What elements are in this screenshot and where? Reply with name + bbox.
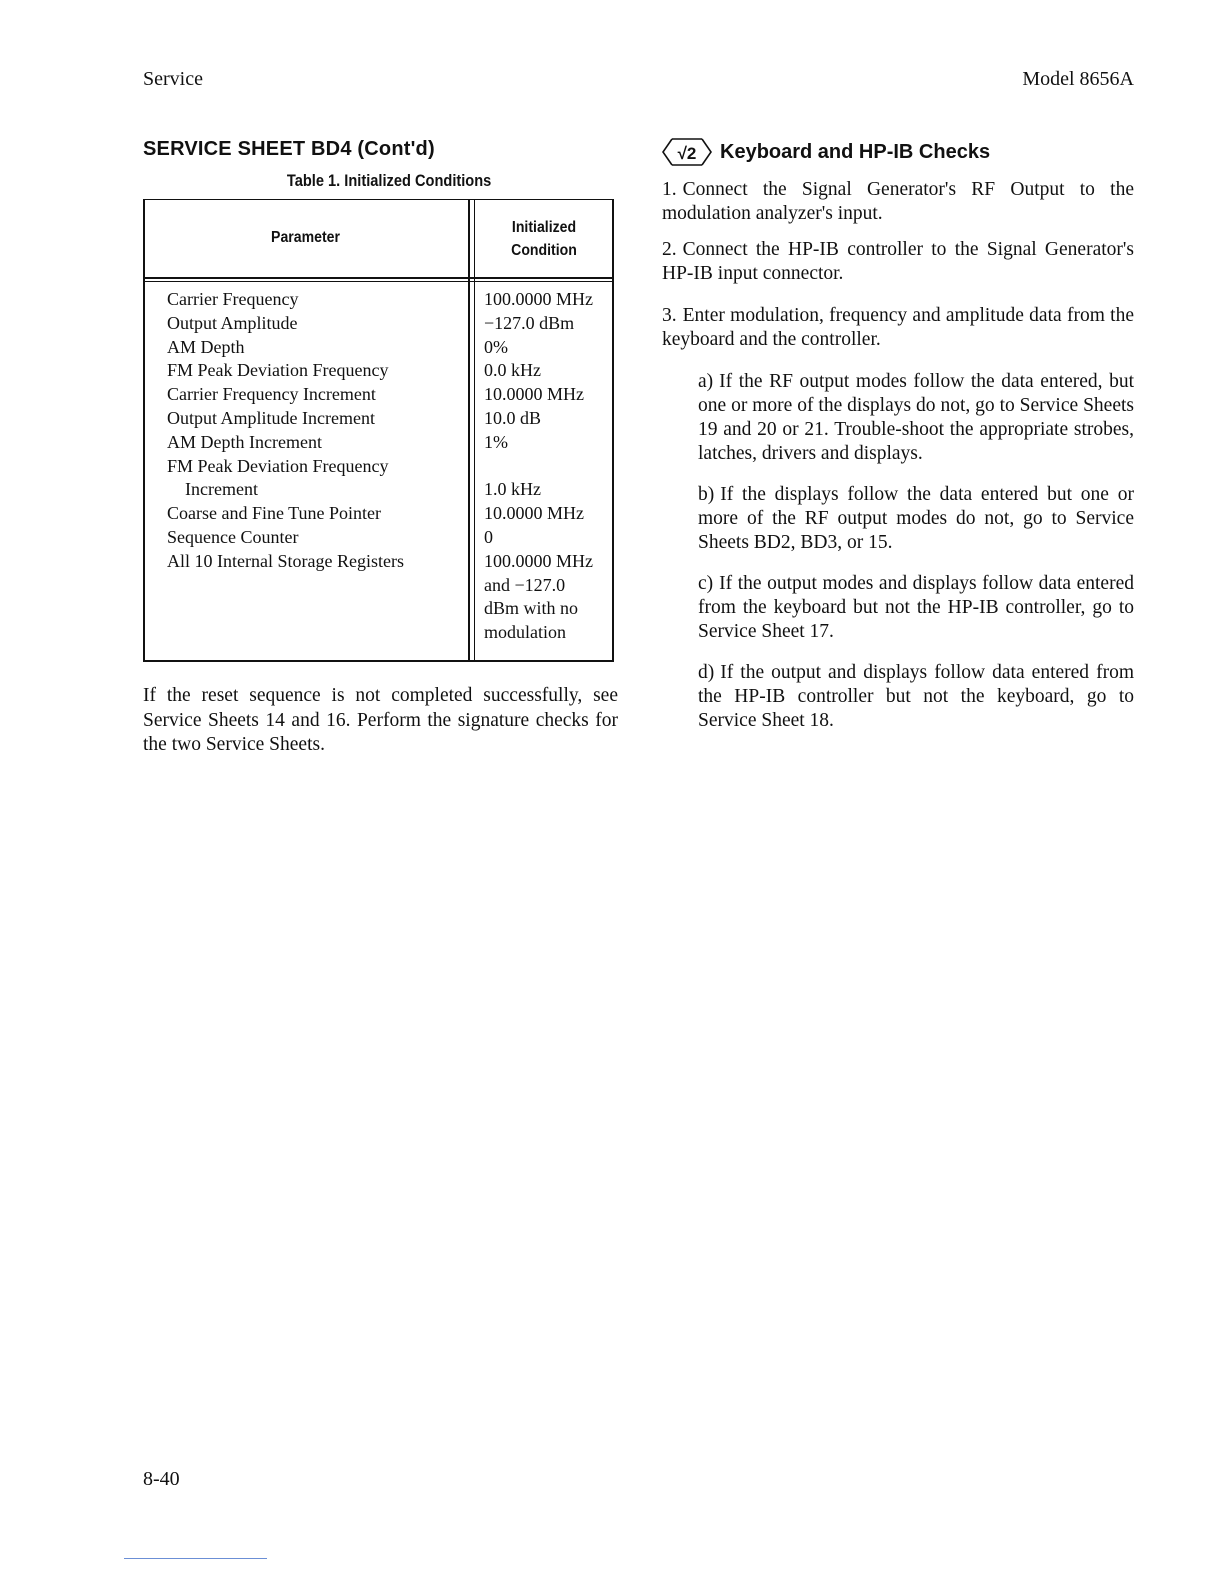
parameter-cell: Carrier Frequency Increment xyxy=(167,384,376,405)
table-header-rule xyxy=(143,277,614,279)
step-number: 1. xyxy=(662,179,677,200)
table-right-border xyxy=(612,199,614,662)
parameter-cell: Coarse and Fine Tune Pointer xyxy=(167,503,381,524)
value-cell xyxy=(484,455,609,479)
substep-label: a) xyxy=(698,371,714,392)
substep-label: c) xyxy=(698,573,714,594)
substep-text: If the output and displays follow data entered from the HP-IB controller but not the keyboard, go to Service Sheet 18. xyxy=(698,662,1134,731)
table-caption: Table 1. Initialized Conditions xyxy=(286,171,492,190)
substep-text: If the output modes and displays follow data entered from the keyboard but not the HP-IB controller, go to Service Sheet 17. xyxy=(698,573,1134,642)
service-sheet-title: SERVICE SHEET BD4 (Cont'd) xyxy=(143,138,435,160)
left-column xyxy=(143,138,618,777)
parameter-cell: Output Amplitude xyxy=(167,312,298,333)
parameter-cell: FM Peak Deviation Frequency xyxy=(167,455,389,476)
table-header-rule-inner xyxy=(143,281,614,282)
substep-item xyxy=(698,370,1134,466)
step-number: 2. xyxy=(662,239,677,260)
table-column-divider xyxy=(468,199,470,662)
table-column-divider-inner xyxy=(474,199,475,662)
step-text: Connect the HP-IB controller to the Signal Generator's HP-IB input connector. xyxy=(662,239,1134,284)
section-heading xyxy=(662,138,1134,166)
initialized-conditions-table xyxy=(143,199,614,662)
parameter-column xyxy=(167,288,467,574)
substep-item xyxy=(698,661,1134,733)
step-item xyxy=(662,304,1134,352)
parameter-cell: Sequence Counter xyxy=(167,526,299,547)
value-cell: 10.0000 MHz xyxy=(484,503,584,524)
parameter-cell: Output Amplitude Increment xyxy=(167,407,375,428)
value-cell: 0.0 kHz xyxy=(484,360,541,381)
value-cell: 100.0000 MHz xyxy=(484,289,593,309)
column-header-condition: Condition xyxy=(511,242,577,259)
step-text: Enter modulation, frequency and amplitude data from the keyboard and the controller. xyxy=(662,305,1134,350)
step-item xyxy=(662,178,1134,226)
reset-sequence-note: If the reset sequence is not completed successfully, see Service Sheets 14 and 16. Perform the signature checks for the two Service Sheets. xyxy=(143,685,618,755)
value-cell: dBm with no xyxy=(484,598,579,619)
running-header-right: Model 8656A xyxy=(1022,68,1134,90)
parameter-cell: All 10 Internal Storage Registers xyxy=(167,550,404,571)
check-level-badge-text: √2 xyxy=(677,144,697,163)
substep-text: If the displays follow the data entered but one or more of the RF output modes do not, go to Service Sheets BD2, BD3, or 15. xyxy=(698,484,1134,553)
page-number: 8-40 xyxy=(143,1468,180,1490)
substep-label: d) xyxy=(698,662,715,683)
check-level-badge-icon xyxy=(662,138,712,166)
substep-text: If the RF output modes follow the data entered, but one or more of the displays do not, go to Service Sheets 19 and 20 or 21. Trouble-shoot the appropriate strobes, latches, drivers and displays. xyxy=(698,371,1134,464)
running-header-left: Service xyxy=(143,68,203,90)
substep-item xyxy=(698,483,1134,555)
value-cell: 1% xyxy=(484,431,508,452)
value-cell: 10.0 dB xyxy=(484,407,542,428)
step-item xyxy=(662,238,1134,286)
right-column xyxy=(662,138,1134,733)
parameter-cell: FM Peak Deviation Frequency xyxy=(167,360,389,381)
value-cell: and −127.0 xyxy=(484,574,566,595)
value-cell: 100.0000 MHz xyxy=(484,550,593,571)
value-cell: 0% xyxy=(484,336,508,357)
section-title: Keyboard and HP-IB Checks xyxy=(720,140,991,163)
parameter-cell: Carrier Frequency xyxy=(167,289,299,309)
column-header-initialized: Initialized xyxy=(511,219,577,236)
value-cell: modulation xyxy=(484,622,566,643)
column-header-parameter: Parameter xyxy=(271,229,340,246)
parameter-cell: AM Depth xyxy=(167,336,245,357)
value-cell: 1.0 kHz xyxy=(484,479,541,500)
value-cell: 10.0000 MHz xyxy=(484,384,584,405)
value-cell: −127.0 dBm xyxy=(484,312,575,333)
bottom-rule xyxy=(124,1558,267,1559)
step-text: Connect the Signal Generator's RF Output to the modulation analyzer's input. xyxy=(662,179,1134,224)
parameter-cell: Increment xyxy=(185,479,258,500)
value-cell: 0 xyxy=(484,526,493,547)
parameter-cell: AM Depth Increment xyxy=(167,431,322,452)
substep-label: b) xyxy=(698,484,715,505)
step-number: 3. xyxy=(662,305,677,326)
table-left-border xyxy=(143,199,145,662)
initialized-condition-column xyxy=(484,288,609,645)
substep-item xyxy=(698,572,1134,644)
table-bottom-border xyxy=(143,660,614,662)
table-top-border xyxy=(143,199,614,200)
